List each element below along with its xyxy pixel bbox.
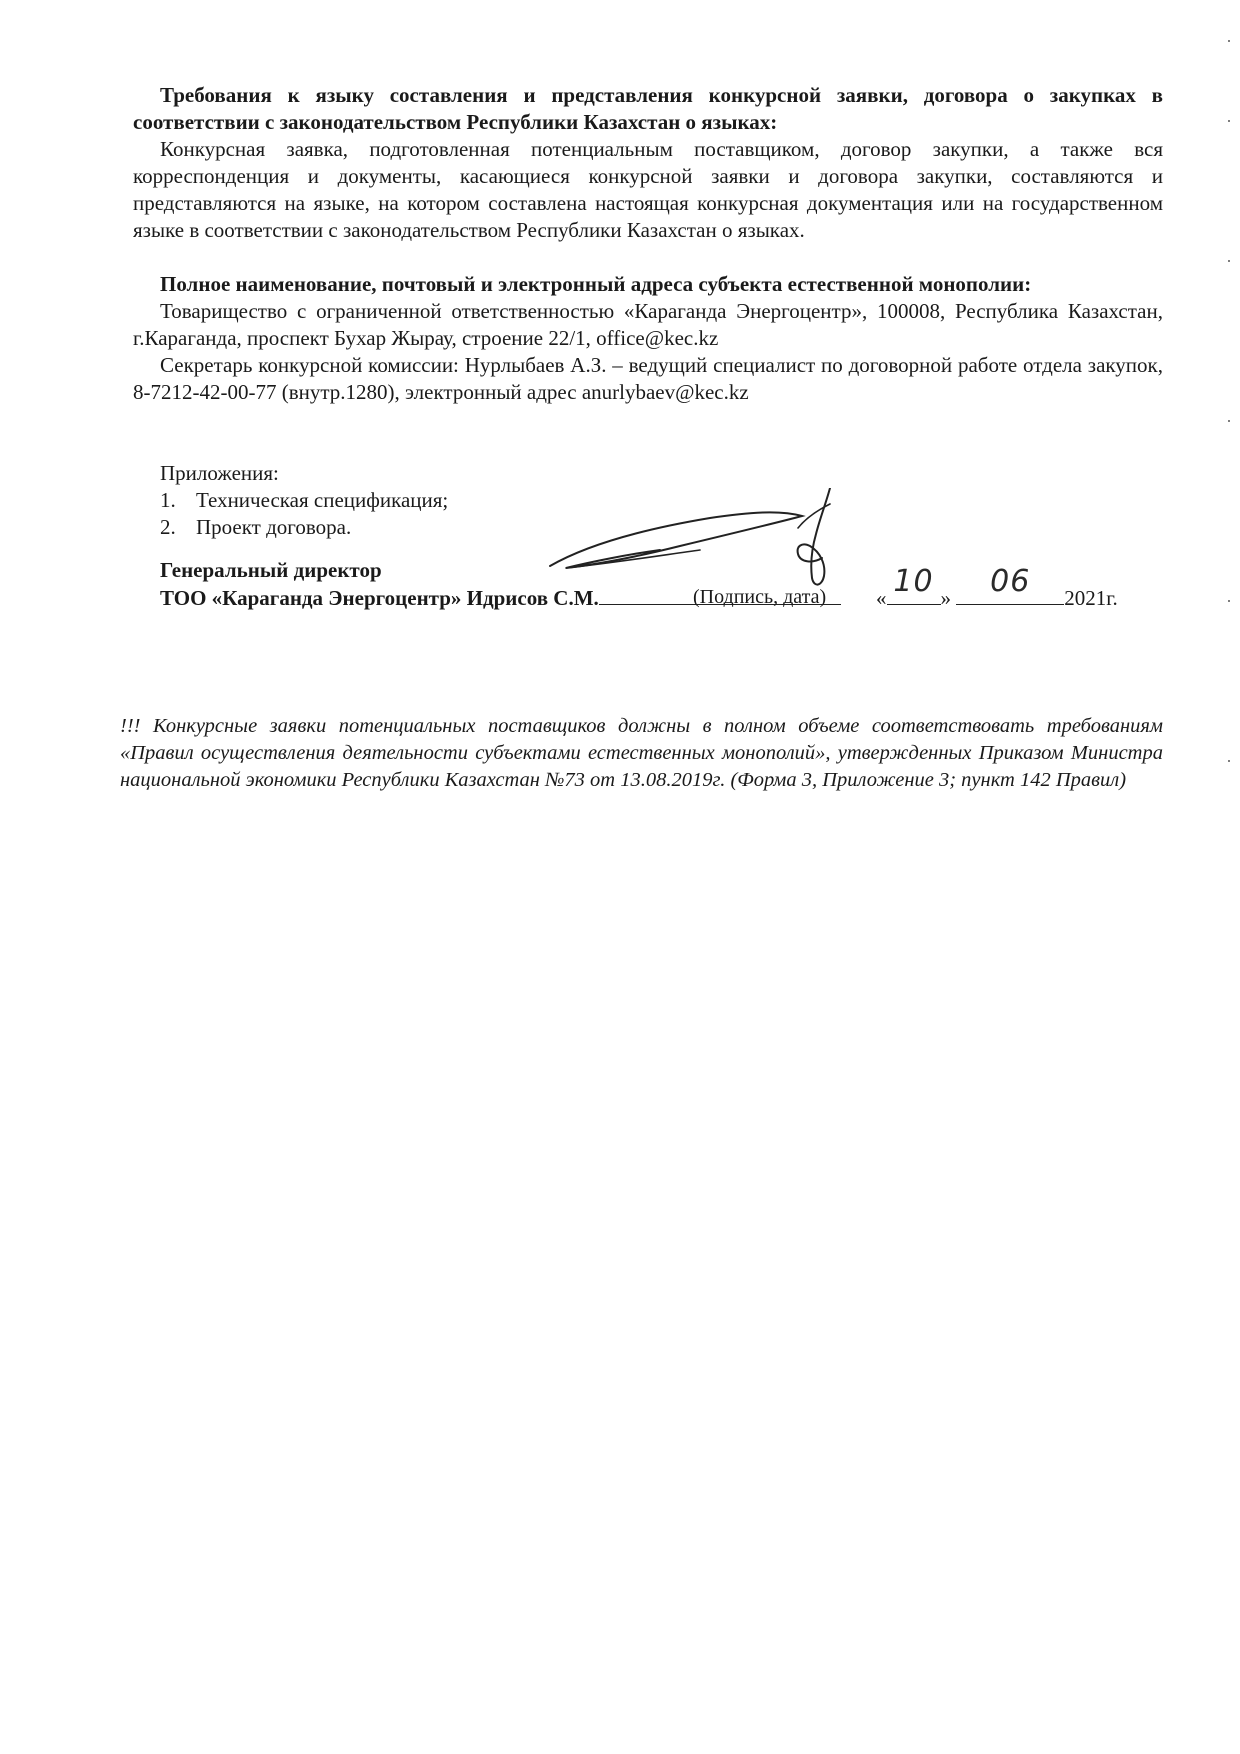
- scan-mark: [1228, 260, 1230, 262]
- date-day-handwritten: 10: [893, 564, 934, 599]
- handwritten-signature-icon: [530, 488, 860, 608]
- secretary-text: Секретарь конкурсной комиссии: Нурлыбаев А.З. – ведущий специалист по договорной работе отдела закупок, 8-7212-42-00-77 (внутр.1280), электронный адрес anurlybaev@kec.kz: [133, 353, 1163, 404]
- date-open-quote: «: [876, 586, 887, 610]
- director-position: Генеральный директор: [160, 558, 382, 582]
- scan-edge-marks: [1228, 0, 1236, 1754]
- appendix-item-label: Техническая спецификация;: [196, 488, 449, 512]
- scan-mark: [1228, 120, 1230, 122]
- date-day-field: [887, 564, 941, 605]
- monopoly-address-heading: Полное наименование, почтовый и электронный адреса субъекта естественной монополии:: [160, 272, 1032, 296]
- appendix-item-number: 2.: [160, 515, 176, 539]
- document-body: [133, 82, 1163, 541]
- spacer: [133, 244, 1163, 271]
- appendix-item-label: Проект договора.: [196, 515, 352, 539]
- language-requirements-text: Конкурсная заявка, подготовленная потенциальным поставщиком, договор закупки, а также вся корреспонденция и документы, касающиеся конкурсной заявки и договора закупки, составляются и представляются на языке, на котором составлена настоящая конкурсная документация или на государственном языке в соответствии с законодательством Республики Казахстан о языках.: [133, 137, 1163, 242]
- signature-caption: (Подпись, дата): [693, 586, 827, 608]
- date-month-field: [956, 564, 1064, 605]
- date-close-quote: »: [940, 586, 951, 610]
- scan-mark: [1228, 760, 1230, 762]
- appendix-item-number: 1.: [160, 488, 176, 512]
- scan-mark: [1228, 600, 1230, 602]
- compliance-note: !!! Конкурсные заявки потенциальных поставщиков должны в полном объеме соответствовать требованиям «Правил осуществления деятельности субъектами естественных монополий», утвержденных Приказом Министра национальной экономики Республики Казахстан №73 от 13.08.2019г. (Форма 3, Приложение 3; пункт 142 Правил): [120, 715, 1163, 791]
- director-org-name: ТОО «Караганда Энергоцентр» Идрисов С.М.: [160, 586, 599, 610]
- appendix-title: Приложения:: [160, 461, 279, 485]
- scan-mark: [1228, 40, 1230, 42]
- scan-mark: [1228, 420, 1230, 422]
- date-year: 2021г.: [1064, 586, 1118, 610]
- company-address-text: Товарищество с ограниченной ответственностью «Караганда Энергоцентр», 100008, Республика Казахстан, г.Караганда, проспект Бухар Жырау, строение 22/1, office@kec.kz: [133, 299, 1163, 350]
- signature-date: [876, 564, 1118, 612]
- date-month-handwritten: 06: [990, 564, 1031, 599]
- language-requirements-heading: Требования к языку составления и представления конкурсной заявки, договора о закупках в соответствии с законодательством Республики Казахстан о языках:: [133, 83, 1163, 134]
